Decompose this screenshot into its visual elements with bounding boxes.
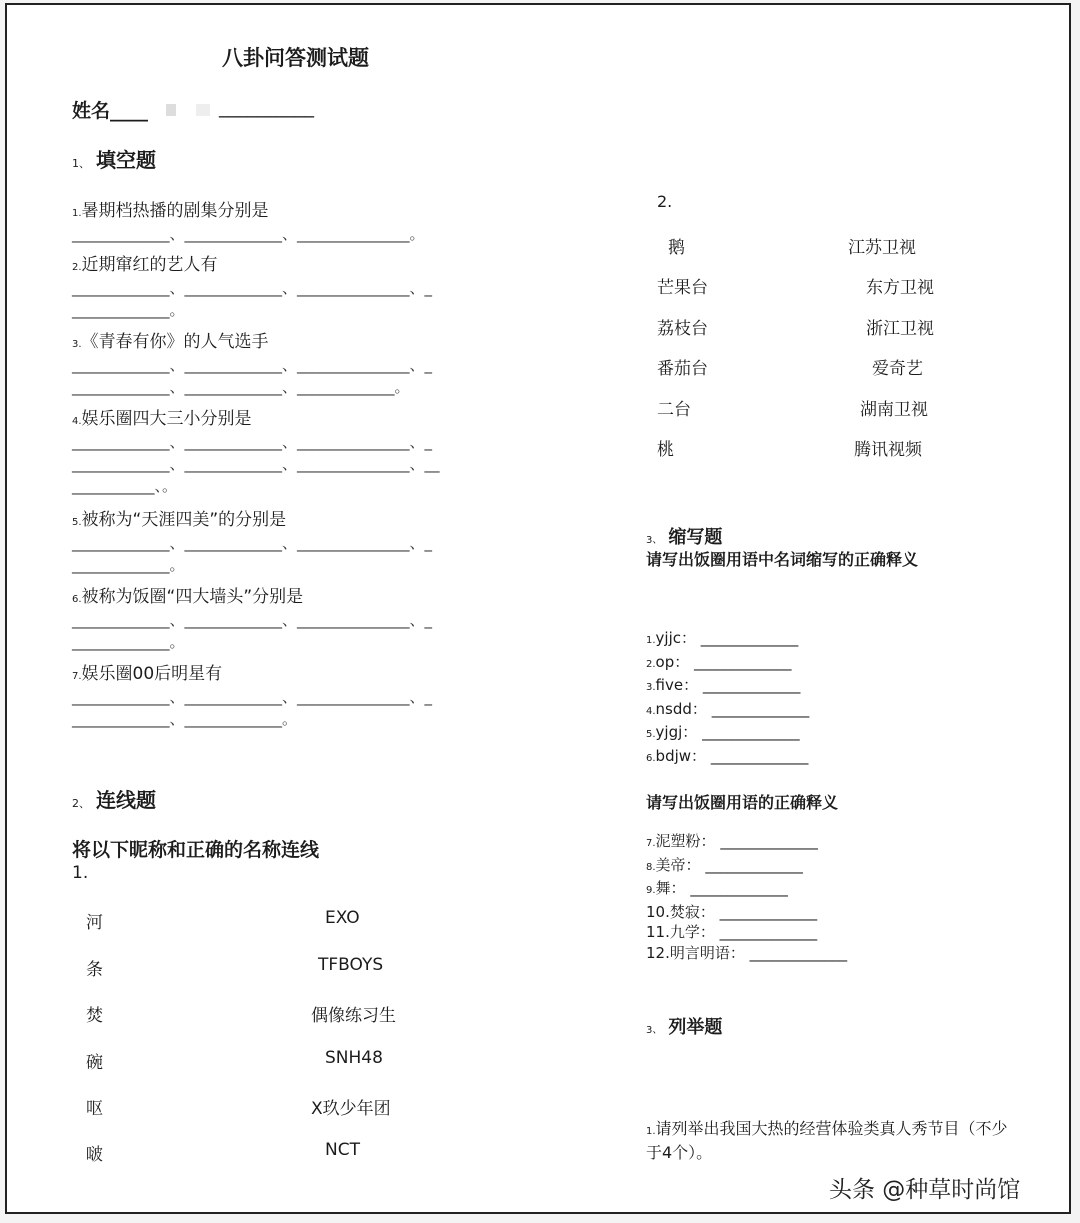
abbr-item xyxy=(646,699,809,723)
abbr-term: five： xyxy=(655,676,699,694)
section-2-instruction: 将以下昵称和正确的名称连线 xyxy=(72,839,320,861)
q4-blank-line[interactable]: ___________、。 xyxy=(72,477,178,495)
section-4-question xyxy=(646,1118,1008,1163)
abbr-item xyxy=(646,746,809,770)
q4-number: 4. xyxy=(72,416,82,427)
abbr-answer-blank[interactable]: _____________ xyxy=(702,676,801,694)
abbreviation-list-1 xyxy=(646,628,809,769)
question-3 xyxy=(72,327,432,397)
q6-blank-line[interactable]: _____________、_____________、_______________、_ xyxy=(72,611,433,629)
abbr-term: nsdd： xyxy=(655,699,707,718)
question-7 xyxy=(72,659,432,729)
term-text: 美帝： xyxy=(655,855,701,874)
match-part-1-label: 1. xyxy=(72,863,89,883)
q2-blank-line[interactable]: _____________。 xyxy=(72,301,185,319)
redacted-name-2 xyxy=(196,104,210,116)
section-2-title: 连线题 xyxy=(96,788,156,812)
q1-text: 暑期档热播的剧集分别是 xyxy=(81,201,269,221)
section-2-heading xyxy=(72,784,156,813)
match-right-item: 腾讯视频 xyxy=(854,440,922,460)
section-3-instruction-1: 请写出饭圈用语中名词缩写的正确释义 xyxy=(646,550,919,569)
match-right-item: EXO xyxy=(325,908,360,928)
section-3-title: 缩写题 xyxy=(668,527,723,548)
match-left-item: 河 xyxy=(86,913,103,933)
abbr-answer-blank[interactable]: _____________ xyxy=(702,723,800,741)
abbr-term: yjgj： xyxy=(655,723,698,741)
section-1-heading xyxy=(72,144,156,173)
question-6 xyxy=(72,582,432,652)
q7-blank-line[interactable]: _____________、_____________。 xyxy=(72,710,298,728)
q1-blank-line[interactable]: _____________、_____________、_______________。 xyxy=(72,225,425,243)
term-item xyxy=(646,943,847,964)
match-left-item: 条 xyxy=(86,960,103,980)
abbreviation-list-2 xyxy=(646,831,847,963)
match-right-item: 偶像练习生 xyxy=(311,1006,396,1026)
match-right-item: 江苏卫视 xyxy=(848,238,916,258)
match-left-item: 呕 xyxy=(86,1099,103,1119)
abbr-number: 4. xyxy=(646,705,656,717)
q4-blank-line[interactable]: _____________、_____________、_______________、__ xyxy=(72,455,440,473)
match-right-item: 湖南卫视 xyxy=(860,400,928,420)
q7-text: 娱乐圈00后明星有 xyxy=(81,664,223,684)
section-4-title: 列举题 xyxy=(668,1017,723,1038)
q7-blank-line[interactable]: _____________、_____________、_______________、_ xyxy=(72,688,433,706)
term-number: 7. xyxy=(646,838,656,849)
question-4 xyxy=(72,404,440,496)
term-answer-blank[interactable]: _____________ xyxy=(719,902,818,921)
term-item xyxy=(646,855,847,879)
redacted-name xyxy=(166,104,176,116)
match-right-item: SNH48 xyxy=(325,1048,383,1068)
term-item xyxy=(646,831,847,855)
abbr-item xyxy=(646,722,809,746)
term-item xyxy=(646,902,847,923)
abbr-term: bdjw： xyxy=(655,746,707,765)
term-text: 12.明言明语： xyxy=(646,943,745,962)
match-right-item: 浙江卫视 xyxy=(866,319,934,339)
term-number: 8. xyxy=(646,861,656,873)
q2-blank-line[interactable]: _____________、_____________、_______________、_ xyxy=(72,279,433,297)
section-4-heading xyxy=(646,1013,722,1039)
term-item xyxy=(646,878,847,902)
section-4-question-line: 于4个）。 xyxy=(646,1143,713,1162)
abbr-answer-blank[interactable]: _____________ xyxy=(711,699,810,718)
match-left-item: 荔枝台 xyxy=(657,319,708,339)
match-left-item: 二台 xyxy=(657,400,691,420)
match-left-item: 碗 xyxy=(86,1053,103,1073)
question-5 xyxy=(72,505,432,575)
q7-number: 7. xyxy=(72,671,82,682)
match-left-item: 番茄台 xyxy=(657,359,708,379)
match-right-item: 东方卫视 xyxy=(866,278,934,298)
q5-blank-line[interactable]: _____________。 xyxy=(72,556,185,574)
abbr-number: 6. xyxy=(646,752,656,764)
abbr-number: 3. xyxy=(646,682,656,693)
term-answer-blank[interactable]: _____________ xyxy=(720,832,818,850)
match-left-item: 桃 xyxy=(657,440,674,460)
section-4-number: 3、 xyxy=(646,1025,663,1036)
section-2-number: 2、 xyxy=(72,797,90,810)
q5-text: 被称为“天涯四美”的分别是 xyxy=(81,510,287,530)
q3-text: 《青春有你》的人气选手 xyxy=(81,332,269,352)
section-3-number: 3、 xyxy=(646,535,663,546)
match-left-item: 啵 xyxy=(86,1145,103,1165)
q4-blank-line[interactable]: _____________、_____________、_______________、_ xyxy=(72,433,433,451)
term-number: 9. xyxy=(646,885,656,896)
term-item xyxy=(646,922,847,943)
section-1-title: 填空题 xyxy=(96,148,156,172)
abbr-number: 1. xyxy=(646,635,656,646)
abbr-item xyxy=(646,675,809,699)
section-3-heading xyxy=(646,523,722,549)
term-answer-blank[interactable]: _____________ xyxy=(749,943,848,962)
match-right-item: NCT xyxy=(325,1140,360,1160)
term-text: 10.焚寂： xyxy=(646,902,715,921)
q6-number: 6. xyxy=(72,594,82,605)
abbr-term: yjjc： xyxy=(655,629,697,647)
section-3-instruction-2: 请写出饭圈用语的正确释义 xyxy=(646,793,839,812)
q5-blank-line[interactable]: _____________、_____________、_______________、_ xyxy=(72,534,433,552)
q3-blank-line[interactable]: _____________、_____________、_____________。 xyxy=(72,378,410,396)
term-answer-blank[interactable]: _____________ xyxy=(690,879,788,897)
match-part-2-label: 2. xyxy=(657,192,673,211)
q5-number: 5. xyxy=(72,517,82,528)
match-right-item: X玖少年团 xyxy=(311,1099,391,1119)
section-1-number: 1、 xyxy=(72,157,90,170)
question-1 xyxy=(72,196,425,244)
abbr-answer-blank[interactable]: _____________ xyxy=(710,746,809,765)
term-answer-blank[interactable]: _____________ xyxy=(705,855,803,874)
q3-blank-line[interactable]: _____________、_____________、_______________、_ xyxy=(72,356,433,374)
name-label-text: 姓名____ xyxy=(72,100,149,122)
q6-text: 被称为饭圈“四大墙头”分别是 xyxy=(81,587,304,607)
source-watermark: 头条 @种草时尚馆 xyxy=(829,1177,1021,1203)
abbr-term: op： xyxy=(655,652,690,671)
q6-blank-line[interactable]: _____________。 xyxy=(72,633,185,651)
term-answer-blank[interactable]: _____________ xyxy=(719,923,818,941)
term-text: 舞： xyxy=(655,879,686,897)
q1-number: 1. xyxy=(72,208,82,219)
name-label xyxy=(72,96,148,123)
abbr-answer-blank[interactable]: _____________ xyxy=(694,652,792,671)
term-text: 泥塑粉： xyxy=(655,832,716,850)
abbr-answer-blank[interactable]: _____________ xyxy=(700,629,799,647)
section-4-question-line: 请列举出我国大热的经营体验类真人秀节目（不少 xyxy=(655,1119,1008,1138)
abbr-number: 2. xyxy=(646,658,656,670)
q3-number: 3. xyxy=(72,339,82,350)
match-right-item: 爱奇艺 xyxy=(872,359,923,379)
name-blank[interactable]: __________ xyxy=(219,96,314,118)
abbr-item xyxy=(646,652,809,676)
match-left-item: 焚 xyxy=(86,1006,103,1026)
q4-text: 娱乐圈四大三小分别是 xyxy=(81,409,252,429)
match-left-item: 鹅 xyxy=(668,238,685,258)
question-2 xyxy=(72,250,432,320)
q2-text: 近期窜红的艺人有 xyxy=(81,255,218,275)
q2-number: 2. xyxy=(72,262,82,273)
match-right-item: TFBOYS xyxy=(318,955,384,975)
abbr-item xyxy=(646,628,809,652)
section-4-question-number: 1. xyxy=(646,1126,656,1137)
page-title: 八卦问答测试题 xyxy=(222,46,369,70)
match-left-item: 芒果台 xyxy=(657,278,708,298)
term-text: 11.九学： xyxy=(646,923,715,941)
abbr-number: 5. xyxy=(646,729,656,740)
